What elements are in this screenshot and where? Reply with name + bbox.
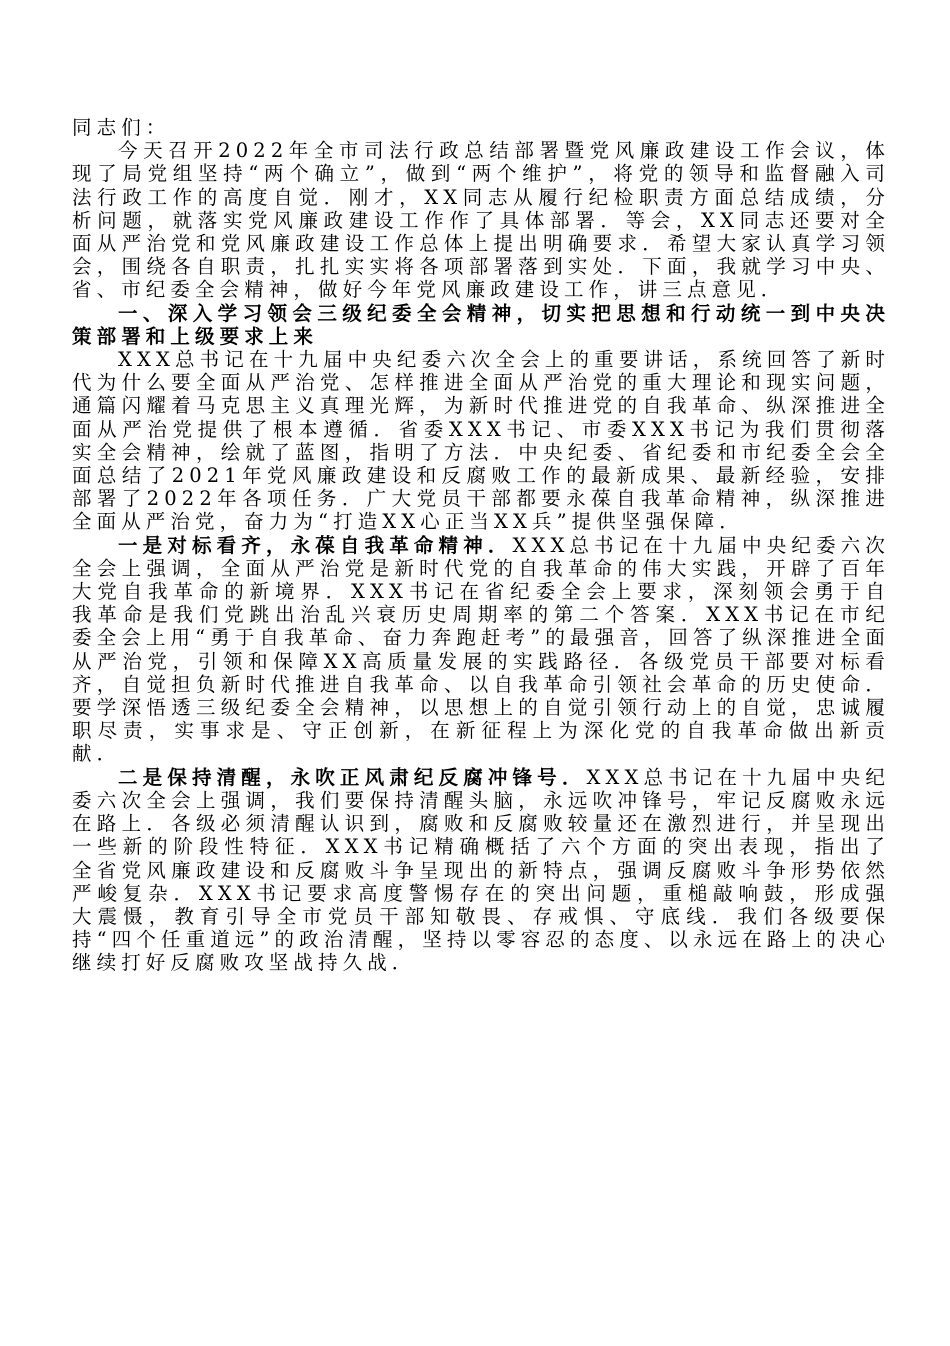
paragraph-point-1 — [72, 534, 890, 766]
point-2-lead: 二是保持清醒，永吹正风肃纪反腐冲锋号． — [118, 765, 587, 789]
document-page — [72, 116, 890, 975]
point-1-body: XXX总书记在十九届中央纪委六次全会上强调，全面从严治党是新时代党的自我革命的伟大实践，开辟了百年大党自我革命的新境界．XXX书记在省纪委全会上要求，深刻领会勇于自我革命是我们党跳出治乱兴衰历史周期率的第二个答案．XXX书记在市纪委全会上用“勇于自我革命、奋力奔跑赶考”的最强音，回答了纵深推进全面从严治党，引领和保障XX高质量发展的实践路径．各级党员干部要对标看齐，自觉担负新时代推进自我革命、以自我革命引领社会革命的历史使命．要学深悟透三级纪委全会精神，以思想上的自觉引领行动上的自觉，忠诚履职尽责，实事求是、守正创新，在新征程上为深化党的自我革命做出新贡献． — [72, 533, 890, 766]
paragraph-point-2 — [72, 766, 890, 975]
point-1-lead: 一是对标看齐，永葆自我革命精神． — [118, 533, 513, 557]
paragraph-section-1-intro: XXX总书记在十九届中央纪委六次全会上的重要讲话，系统回答了新时代为什么要全面从严治党、怎样推进全面从严治党的重大理论和现实问题，通篇闪耀着马克思主义真理光辉，为新时代推进党的自我革命、纵深推进全面从严治党提供了根本遵循．省委XXX书记、市委XXX书记为我们贯彻落实全会精神，绘就了蓝图，指明了方法．中央纪委、省纪委和市纪委全会全面总结了2021年党风廉政建设和反腐败工作的最新成果、最新经验，安排部署了2022年各项任务．广大党员干部都要永葆自我革命精神，纵深推进全面从严治党，奋力为“打造XX心正当XX兵”提供坚强保障． — [72, 348, 890, 534]
point-2-body: XXX总书记在十九届中央纪委六次全会上强调，我们要保持清醒头脑，永远吹冲锋号，牢记反腐败永远在路上．各级必须清醒认识到，腐败和反腐败较量还在激烈进行，并呈现出一些新的阶段性特征．XXX书记精确概括了六个方面的突出表现，指出了全省党风廉政建设和反腐败斗争呈现出的新特点，强调反腐败斗争形势依然严峻复杂．XXX书记要求高度警惕存在的突出问题，重槌敲响鼓，形成强大震慑，教育引导全市党员干部知敬畏、存戒惧、守底线．我们各级要保持“四个任重道远”的政治清醒，坚持以零容忍的态度、以永远在路上的决心继续打好反腐败攻坚战持久战． — [72, 765, 890, 975]
greeting: 同志们： — [72, 116, 171, 139]
section-heading-1: 一、深入学习领会三级纪委全会精神，切实把思想和行动统一到中央决策部署和上级要求上来 — [72, 301, 890, 348]
paragraph-opening: 今天召开2022年全市司法行政总结部署暨党风廉政建设工作会议，体现了局党组坚持“两个确立”，做到“两个维护”，将党的领导和监督融入司法行政工作的高度自觉．刚才，XX同志从履行纪检职责方面总结成绩，分析问题，就落实党风廉政建设工作作了具体部署．等会，XX同志还要对全面从严治党和党风廉政建设工作总体上提出明确要求．希望大家认真学习领会，围绕各自职责，扎扎实实将各项部署落到实处．下面，我就学习中央、省、市纪委全会精神，做好今年党风廉政建设工作，讲三点意见． — [72, 139, 890, 302]
